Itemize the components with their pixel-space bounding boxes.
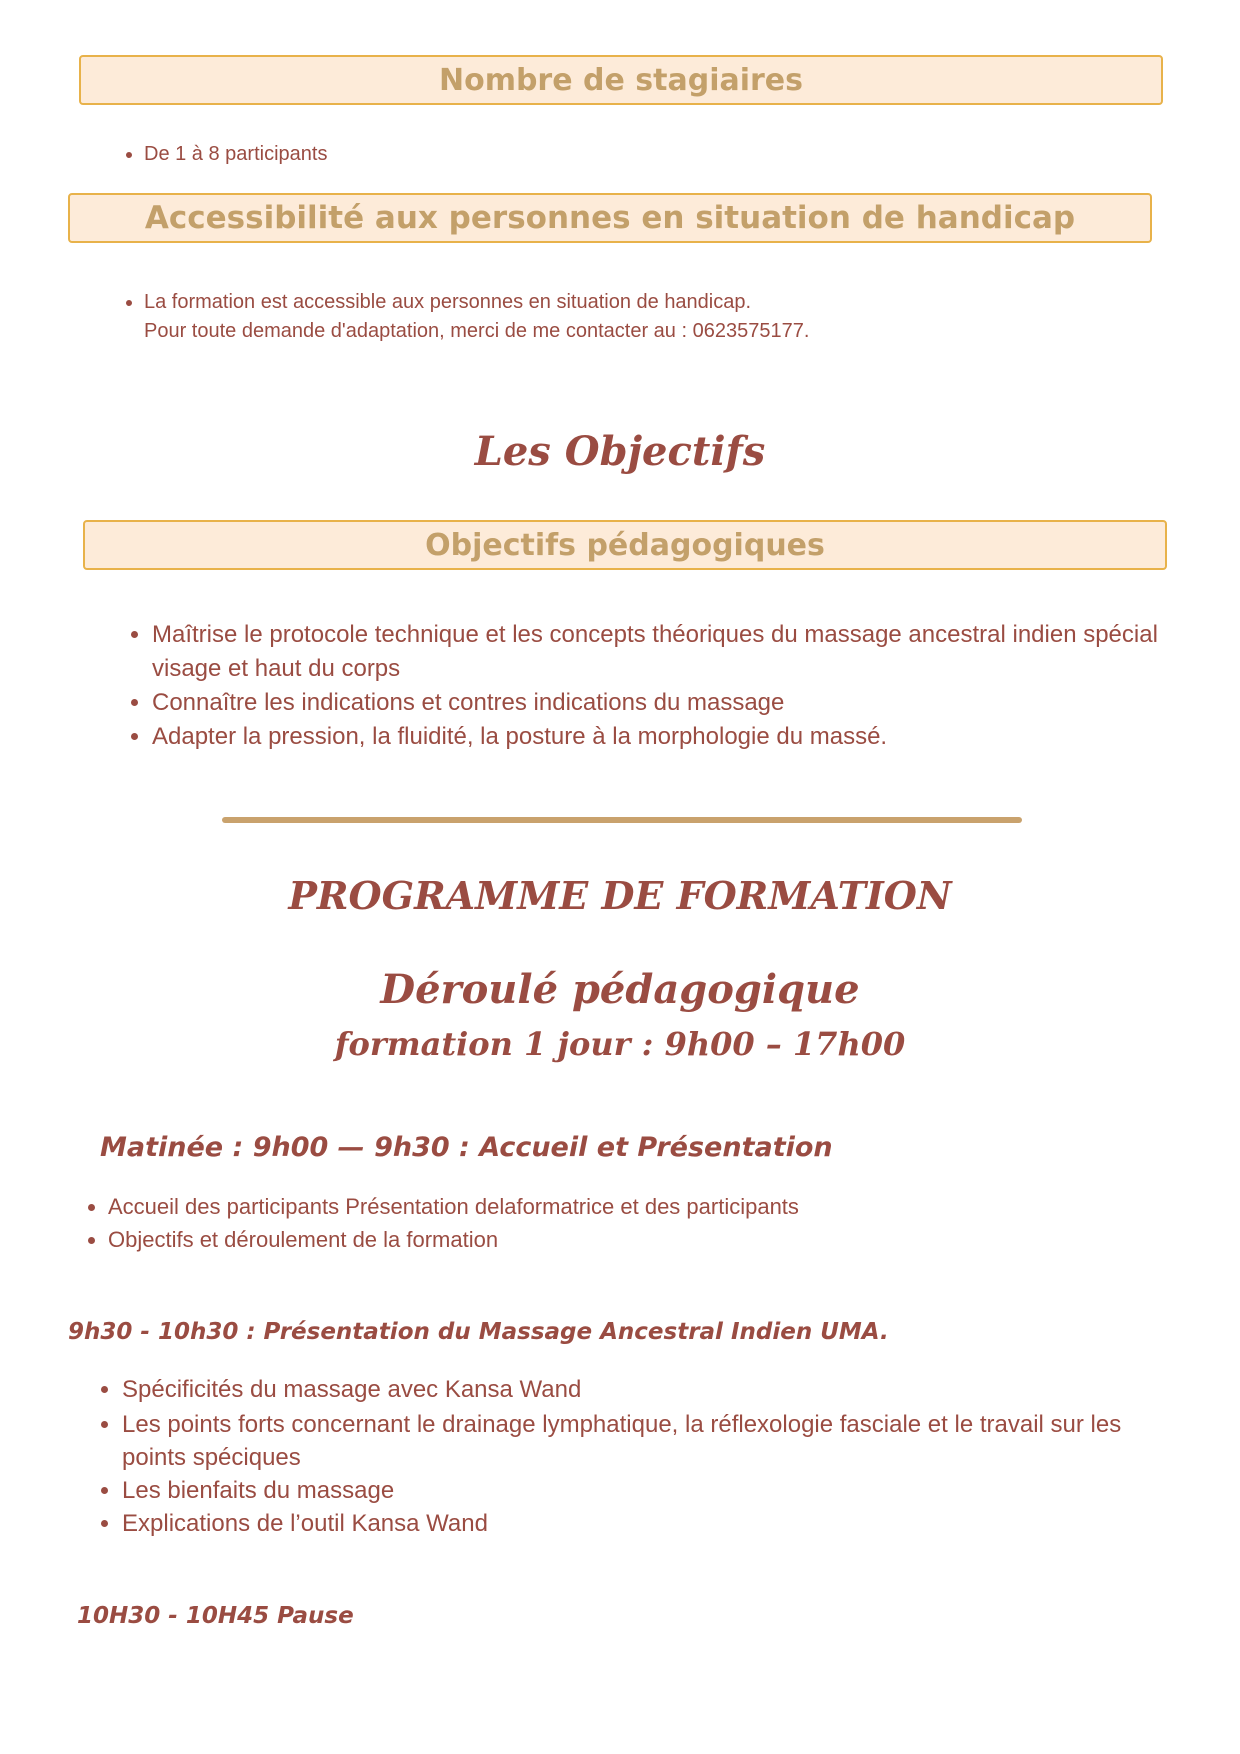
list-item: • Les points forts concernant le drainage lymphatique, la réflexologie fasciale et le travail sur les points spéciques — [122, 1408, 1152, 1474]
accessibilite-list — [118, 288, 1184, 346]
list-item: • Connaître les indications et contres indications du massage — [152, 686, 1172, 720]
objectifs-title: Les Objectifs — [474, 428, 766, 475]
heading-text: Objectifs pédagogiques — [425, 527, 825, 563]
list-item: • De 1 à 8 participants — [144, 143, 1144, 166]
presentation-heading: 9h30 - 10h30 : Présentation du Massage Ancestral Indien UMA. — [68, 1319, 889, 1345]
list-item: • Explications de l’outil Kansa Wand — [122, 1507, 1152, 1540]
list-item — [144, 288, 1184, 346]
matinee-heading: Matinée : 9h00 — 9h30 : Accueil et Présentation — [100, 1132, 833, 1163]
objectifs-list — [126, 618, 1172, 754]
heading-text: Nombre de stagiaires — [438, 62, 804, 98]
programme-title: PROGRAMME DE FORMATION — [288, 873, 952, 918]
presentation-list — [96, 1373, 1152, 1540]
list-item: • Accueil des participants Présentation delaformatrice et des participants — [108, 1190, 1208, 1223]
schedule-subtitle: formation 1 jour : 9h00 – 17h00 — [334, 1025, 906, 1063]
list-item: • Maîtrise le protocole technique et les concepts théoriques du massage ancestral indien spécial visage et haut du corps — [152, 618, 1172, 686]
list-item: • Spécificités du massage avec Kansa Wand — [122, 1373, 1152, 1406]
list-item: • Les bienfaits du massage — [122, 1474, 1152, 1507]
deroule-title: Déroulé pédagogique — [380, 966, 860, 1013]
heading-text: Accessibilité aux personnes en situation de handicap — [144, 200, 1076, 236]
list-item: • Objectifs et déroulement de la formation — [108, 1223, 1208, 1256]
accessibilite-line-1: La formation est accessible aux personnes en situation de handicap. — [144, 291, 752, 313]
section-heading-accessibilite — [68, 193, 1152, 243]
accessibilite-line-2: Pour toute demande d'adaptation, merci de me contacter au : 0623575177. — [144, 320, 810, 342]
list-item: • Adapter la pression, la fluidité, la posture à la morphologie du massé. — [152, 720, 1172, 754]
section-heading-stagiaires — [79, 55, 1163, 105]
stagiaires-list — [118, 143, 1144, 166]
matinee-list — [82, 1190, 1208, 1256]
section-heading-objectifs — [83, 520, 1167, 570]
section-divider — [222, 817, 1022, 823]
pause-heading: 10H30 - 10H45 Pause — [77, 1603, 354, 1629]
